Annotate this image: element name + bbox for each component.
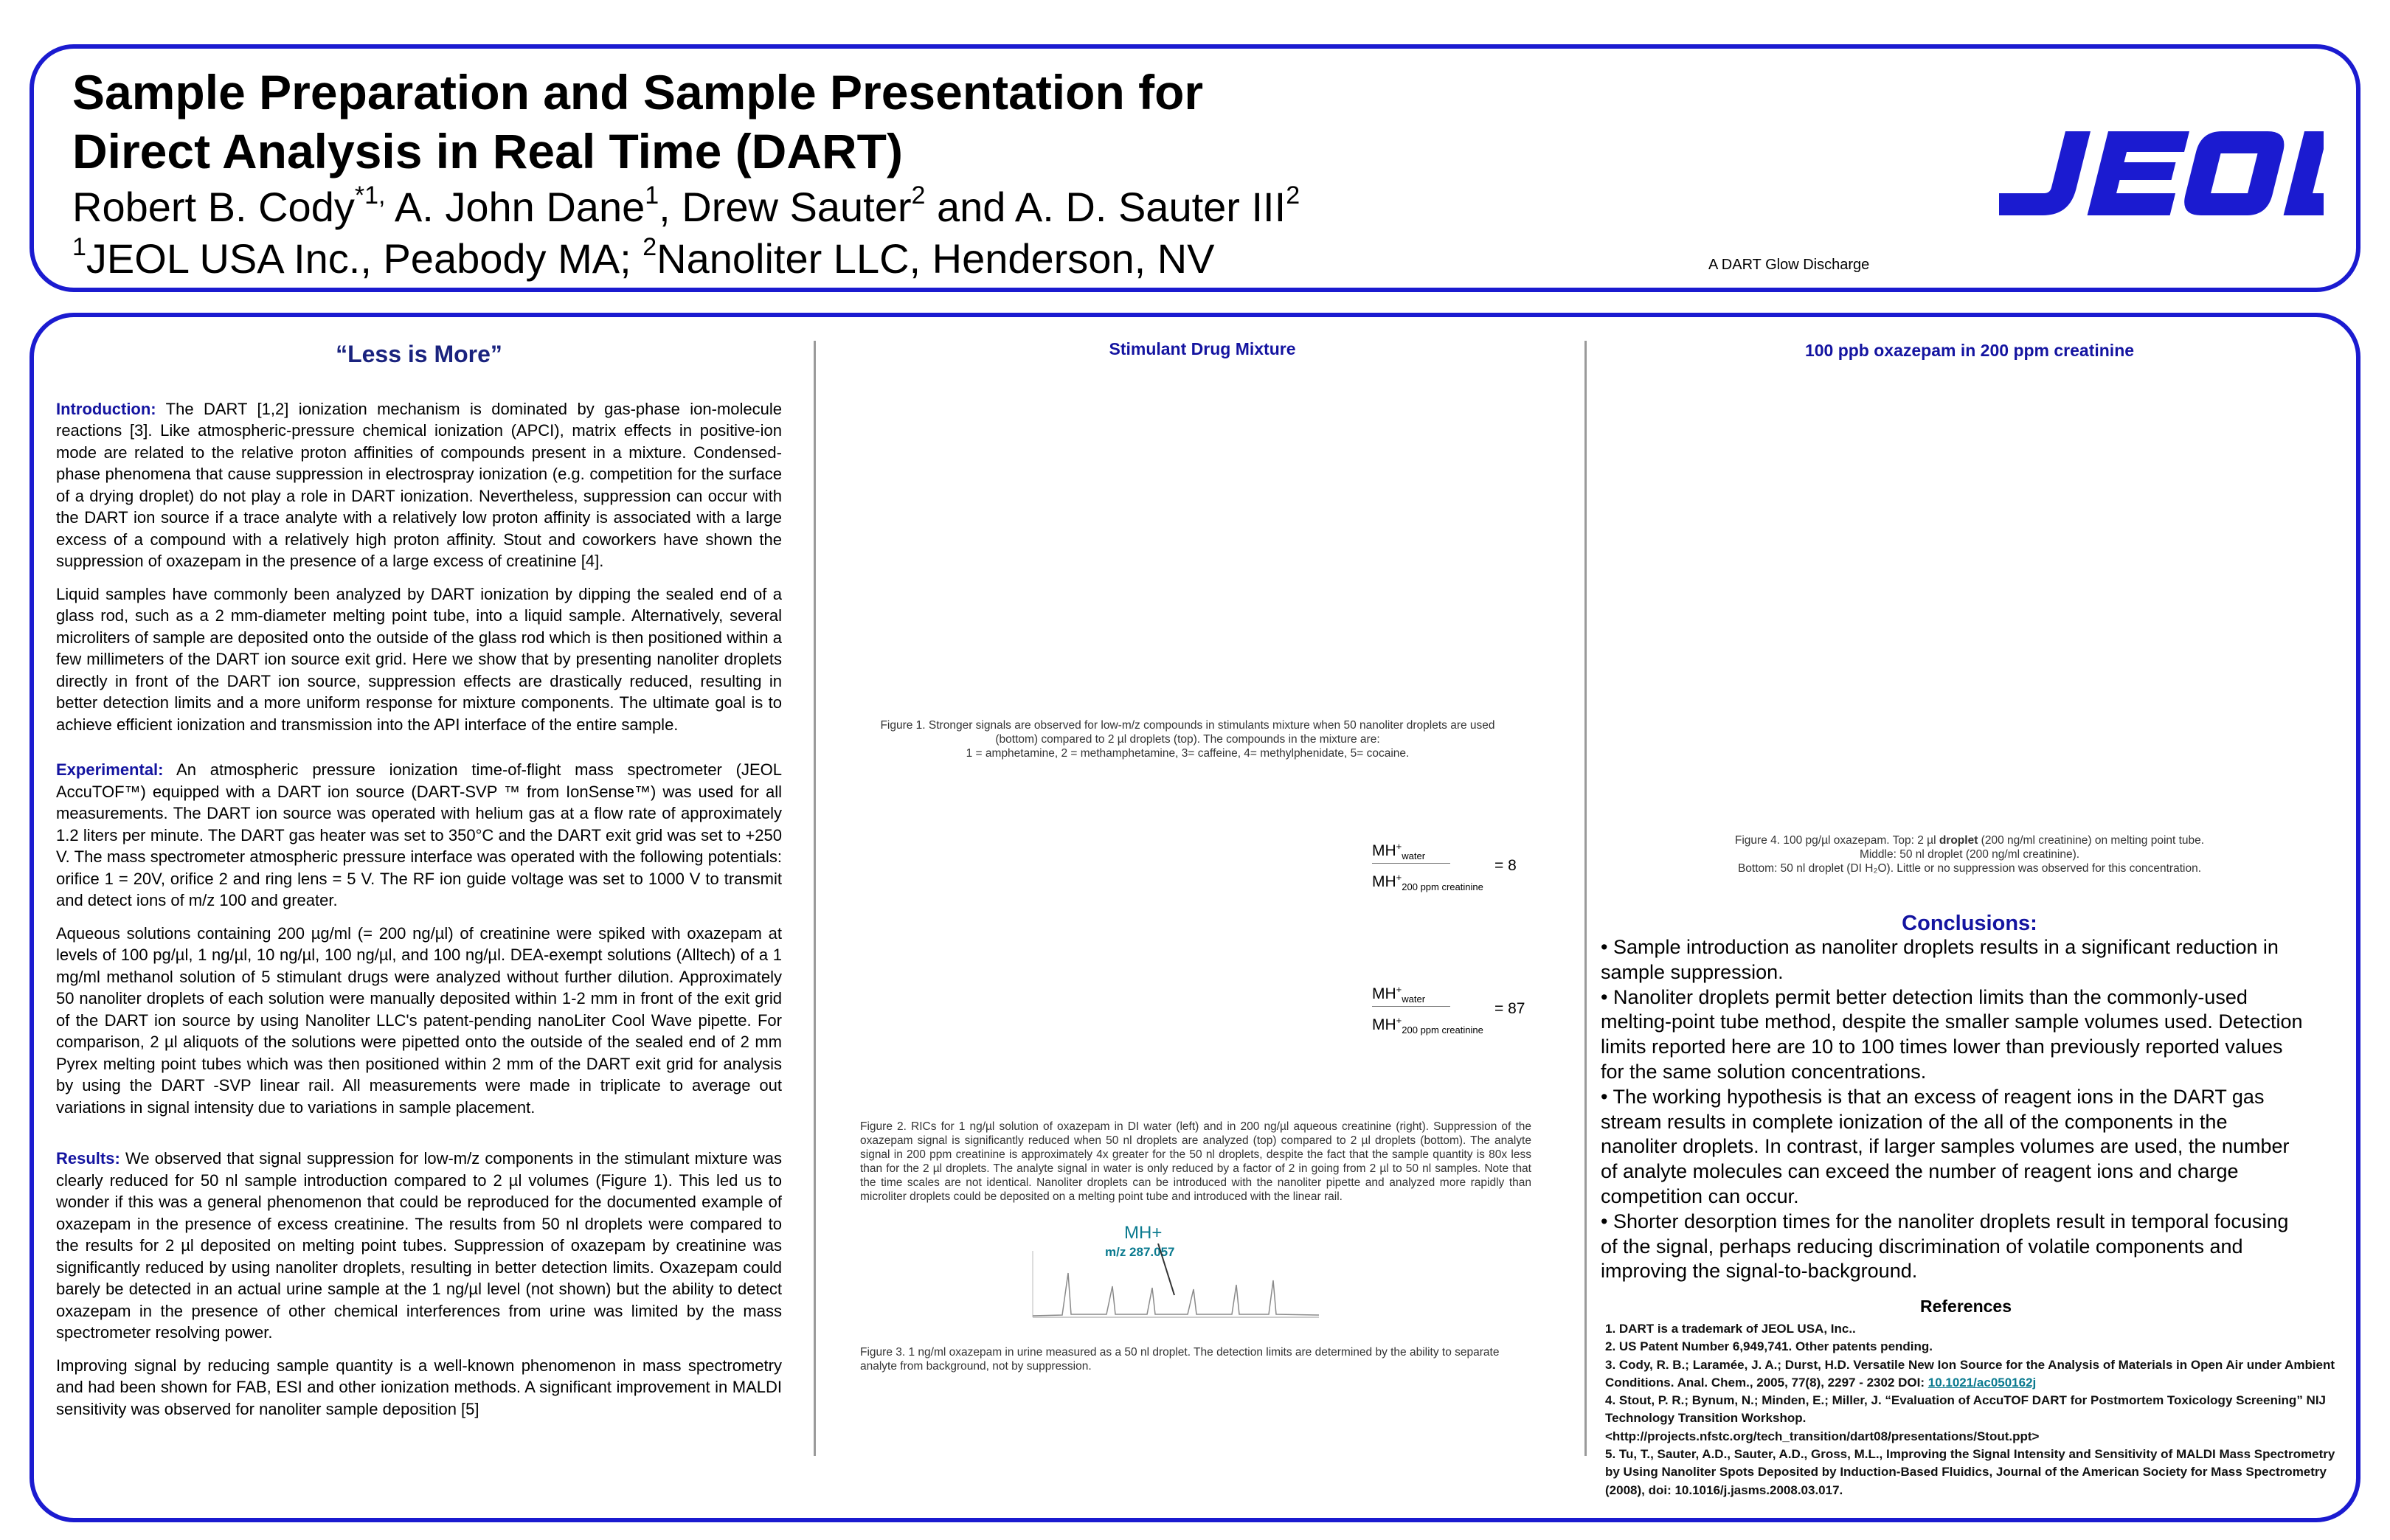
affiliation-mark: 1: [72, 233, 86, 261]
ratio-numerator: $MH^+_{water}$: [1372, 841, 1426, 862]
experimental-text: An atmospheric pressure ionization time-of-flight mass spectrometer (JEOL AccuTOF™) equipped with a DART ion source (DART-SVP ™ from IonSense™) was used for all measurements. The DART ion source was operated with helium gas at a flow rate of approximately 1.2 liters per minute. The DART gas heater was set to 350°C and the DART exit grid was set to +250 V. The mass spectrometer atmospheric pressure interface was operated with the following potentials: orifice 1 = 20V, orifice 2 and ring lens = 5 V. The RF ion guide voltage was set to 1000 V to transmit and detect ions of m/z 100 and greater.: [56, 760, 782, 909]
annotation-arrow: [1158, 1244, 1174, 1295]
author-separator: [385, 184, 394, 230]
references-list: [1605, 1320, 2335, 1499]
introduction-paragraph: [56, 398, 782, 572]
caption-text: Figure 4. 100 pg/µl oxazepam. Top: 2 µl: [1734, 834, 1939, 847]
affiliation-text: JEOL USA Inc., Peabody MA;: [86, 235, 643, 282]
experimental-paragraph-2: Aqueous solutions containing 200 µg/ml (= 200 ng/µl) of creatinine were spiked with oxazepam at levels of 100 pg/µl, 1 ng/µl, 10 ng/µl, 100 ng/µl, and 100 ng/µl. DEA-exempt solutions (Alltech) of a 1 mg/ml methanol solution of 5 stimulant drugs were analyzed without further dilution. Approximately 50 nanoliter droplets of each solution were manually deposited within 1-2 mm in front of the exit grid of the DART ion source by using Nanoliter LLC's patent-pending nanoLiter Cool Wave pipette. For comparison, 2 µl aliquots of the solutions were pipetted onto the outside of the sealed end of 2 mm Pyrex melting point tubes which was then positioned within 2 mm of the DART exit grid for analysis by using the DART -SVP linear rail. All measurements were made in triplicate to average out variations in signal intensity due to variations in sample placement.: [56, 923, 782, 1117]
conclusions-list: [1601, 935, 2309, 1284]
oxazepam-chromatogram: [1011, 1244, 1320, 1326]
ratio-value: = 87: [1494, 1000, 1525, 1017]
author-name: Robert B. Cody: [72, 184, 355, 230]
author-separator: and: [925, 184, 1015, 230]
caption-line: Figure 1. Stronger signals are observed for low-m/z compounds in stimulants mixture when 50 nanoliter droplets are used: [880, 719, 1495, 732]
reference-url: <http://projects.nfstc.org/tech_transition/dart08/presentations/Stout.ppt>: [1605, 1429, 2040, 1443]
affiliation-text: Nanoliter LLC, Henderson, NV: [657, 235, 1215, 282]
chromatogram-trace: [1033, 1273, 1319, 1316]
glow-discharge-caption: A DART Glow Discharge: [1708, 257, 1870, 273]
results-paragraph: [56, 1148, 782, 1344]
conclusions-heading: Conclusions:: [1902, 912, 2037, 935]
author-separator: ,: [659, 184, 682, 230]
ratio-numerator: $MH^+_{water}$: [1372, 984, 1426, 1005]
author-affiliation-mark: 2: [911, 181, 926, 209]
column-divider: [814, 341, 816, 1456]
motto-heading: “Less is More”: [336, 341, 502, 367]
author-name: Drew Sauter: [682, 184, 912, 230]
mh-ion-label: MH+: [1124, 1223, 1163, 1243]
doi-link[interactable]: 10.1021/ac050162j: [1927, 1375, 2037, 1390]
ratio-symbol: MH: [1372, 842, 1396, 859]
jeol-logo: [1999, 125, 2324, 221]
signal-ratio-2: [1372, 984, 1593, 1043]
conclusion-item: • Sample introduction as nanoliter droplets results in a significant reduction in sample suppression.: [1601, 936, 2279, 983]
figure-1-caption: [848, 718, 1527, 760]
ratio-subscript: 200 ppm creatinine: [1402, 1024, 1483, 1036]
ratio-subscript: water: [1402, 850, 1426, 862]
results-paragraph-2: Improving signal by reducing sample quantity is a well-known phenomenon in mass spectrometry and had been shown for FAB, ESI and other ionization methods. A significant improvement in MALDI sensitivity was observed for nanoliter sample deposition [5]: [56, 1356, 782, 1418]
figure-3-caption: Figure 3. 1 ng/ml oxazepam in urine measured as a 50 nl droplet. The detection limits are determined by the ability to separate analyte from background, not by suppression.: [860, 1346, 1500, 1373]
reference-item: [1605, 1356, 2335, 1392]
conclusion-item: • The working hypothesis is that an excess of reagent ions in the DART gas stream results in complete ionization of the all of the components in the nanoliter droplets. In contrast, if larger samples volumes are used, the number of analyte molecules can exceed the number of reagent ions and charge competition can occur.: [1601, 1085, 2290, 1207]
ratio-value: = 8: [1494, 857, 1517, 874]
ratio-symbol: MH: [1372, 985, 1396, 1002]
caption-text: (200 ng/ml creatinine) on melting point tube.: [1978, 834, 2205, 847]
ratio-subscript: water: [1402, 993, 1426, 1005]
figure-4-caption: [1667, 833, 2272, 875]
fraction-bar: [1372, 863, 1450, 864]
signal-ratio-1: [1372, 841, 1593, 900]
results-text: We observed that signal suppression for low-m/z components in the stimulant mixture was clearly reduced for 50 nl sample introduction compared to 2 µl volumes (Figure 1). This led us to wonder if this was a general phenomenon that could be reproduced for the documented example of oxazepam in the presence of excess creatinine. The results from 50 nl droplets were compared to the results for 2 µl deposited on melting point tubes. Suppression of oxazepam by creatinine was significantly reduced by using nanoliter droplets, resulting in better detection limits. Oxazepam could barely be detected in an actual urine sample at the 1 ng/µl level (not shown) but the ability to detect oxazepam in the presence of other chemical interferences from urine was limited by the mass spectrometer resolving power.: [56, 1149, 782, 1342]
author-affiliation-mark: 1: [645, 181, 659, 209]
caption-line: [1667, 833, 2272, 847]
experimental-label: Experimental:: [56, 760, 164, 779]
reference-item: 5. Tu, T., Sauter, A.D., Sauter, A.D., Gross, M.L., Improving the Signal Intensity and Sensitivity of MALDI Mass Spectrometry by Using Nanoliter Spots Deposited by Induction-Based Fluidics, Journal of the American Society for Mass Spectrometry (2008), doi: 10.1016/j.jasms.2008.03.017.: [1605, 1447, 2335, 1497]
references-heading: References: [1919, 1297, 2012, 1316]
reference-item: 4. Stout, P. R.; Bynum, N.; Minden, E.; Miller, J. “Evaluation of AccuTOF DART for Postmortem Toxicology Screening” NIJ Technology Transition Workshop.: [1605, 1393, 2326, 1426]
ratio-symbol: MH: [1372, 873, 1396, 890]
experimental-paragraph: [56, 759, 782, 912]
caption-line: 1 = amphetamine, 2 = methamphetamine, 3= caffeine, 4= methylphenidate, 5= cocaine.: [966, 747, 1410, 760]
author-affiliation-mark: *1,: [354, 181, 386, 209]
introduction-paragraph-2: Liquid samples have commonly been analyzed by DART ionization by dipping the sealed end of a glass rod, such as a 2 mm-diameter melting point tube, into a liquid sample. Alternatively, several microliters of sample are deposited onto the outside of the glass rod which is then positioned within a few millimeters of the DART ion source exit grid. Here we show that by presenting nanoliter droplets directly in front of the DART ion source, suppression effects are drastically reduced, resulting in better detection limits and a more uniform response for mixture components. The ultimate goal is to achieve efficient ionization and transmission into the API interface of the entire sample.: [56, 584, 782, 734]
caption-line: (bottom) compared to 2 µl droplets (top). The compounds in the mixture are:: [995, 733, 1380, 746]
caption-emphasis: droplet: [1939, 834, 1978, 847]
introduction-text: The DART [1,2] ionization mechanism is dominated by gas-phase ion-molecule reactions [3]. Like atmospheric-pressure chemical ionization (APCI), matrix effects in positive-ion mode are related to the relative proton affinities of compounds present in a mixture. Condensed-phase phenomena that cause suppression in electrospray ionization (e.g. competition for the surface of a drying droplet) do not play a role in DART ionization. Nevertheless, suppression can occur with the DART ion source if a trace analyte with a relatively low proton affinity is associated with a large excess of a compound with a relatively high proton affinity. Stout and coworkers have shown the suppression of oxazepam in the presence of a large excess of creatinine [4].: [56, 399, 782, 570]
author-name: A. D. Sauter III: [1014, 184, 1286, 230]
author-list: [72, 183, 1300, 232]
reference-item: 2. US Patent Number 6,949,741. Other patents pending.: [1605, 1339, 1933, 1354]
caption-line: Middle: 50 nl droplet (200 ng/ml creatinine).: [1859, 848, 2080, 861]
oxazepam-section-title: 100 ppb oxazepam in 200 ppm creatinine: [1804, 341, 2135, 360]
affiliation-line: [72, 235, 1215, 283]
stimulant-section-title: Stimulant Drug Mixture: [1109, 339, 1296, 358]
left-column: [56, 341, 782, 1431]
affiliation-mark: 2: [642, 233, 657, 261]
poster-title-line-1: Sample Preparation and Sample Presentation for: [72, 65, 1204, 119]
ratio-subscript: 200 ppm creatinine: [1402, 881, 1483, 893]
author-name: A. John Dane: [394, 184, 645, 230]
reference-text: 3. Cody, R. B.; Laramée, J. A.; Durst, H.D. Versatile New Ion Source for the Analysis of Materials in Open Air under Ambient Conditions. Anal. Chem., 2005, 77(8), 2297 - 2302 DOI:: [1605, 1357, 2335, 1390]
ratio-denominator: $MH^+_{200 ppm creatinine}$: [1372, 1015, 1483, 1036]
reference-item: 1. DART is a trademark of JEOL USA, Inc..: [1605, 1322, 1856, 1336]
introduction-label: Introduction:: [56, 399, 156, 418]
poster-title-line-2: Direct Analysis in Real Time (DART): [72, 124, 903, 178]
author-affiliation-mark: 2: [1286, 181, 1300, 209]
mz-value-label: m/z 287.057: [1105, 1245, 1175, 1259]
conclusion-item: • Nanoliter droplets permit better detection limits than the commonly-used melting-point tube method, despite the smaller sample volumes used. Detection limits reported here are 10 to 100 times lower than previously reported values for the same solution concentrations.: [1601, 985, 2303, 1083]
ratio-symbol: MH: [1372, 1016, 1396, 1033]
fraction-bar: [1372, 1006, 1450, 1007]
conclusion-item: • Shorter desorption times for the nanoliter droplets result in temporal focusing of the signal, perhaps reducing discrimination of volatile components and improving the signal-to-background.: [1601, 1210, 2289, 1283]
ratio-denominator: $MH^+_{200 ppm creatinine}$: [1372, 872, 1483, 893]
results-label: Results:: [56, 1149, 120, 1168]
figure-2-caption: Figure 2. RICs for 1 ng/µl solution of oxazepam in DI water (left) and in 200 ng/µl aqueous creatinine (right). Suppression of the oxazepam signal is significantly reduced when 50 nl droplets are analyzed (top) compared to 2 µl droplets (bottom). The analyte signal in 200 ppm creatinine is approximately 4x greater for the 50 nl droplets, despite the fact that the sample quantity is 80x less than for the 2 µl droplets. The analyte signal in water is only reduced by a factor of 2 in going from 2 µl to 50 nl samples. Note that the time scales are not identical. Nanoliter droplets can be introduced with the nanoliter pipette and analyzed more rapidly than microliter droplets could be deposited on a melting point tube and introduced with the linear rail.: [860, 1120, 1531, 1203]
caption-line: Bottom: 50 nl droplet (DI H₂O). Little or no suppression was observed for this concentration.: [1737, 862, 2202, 875]
